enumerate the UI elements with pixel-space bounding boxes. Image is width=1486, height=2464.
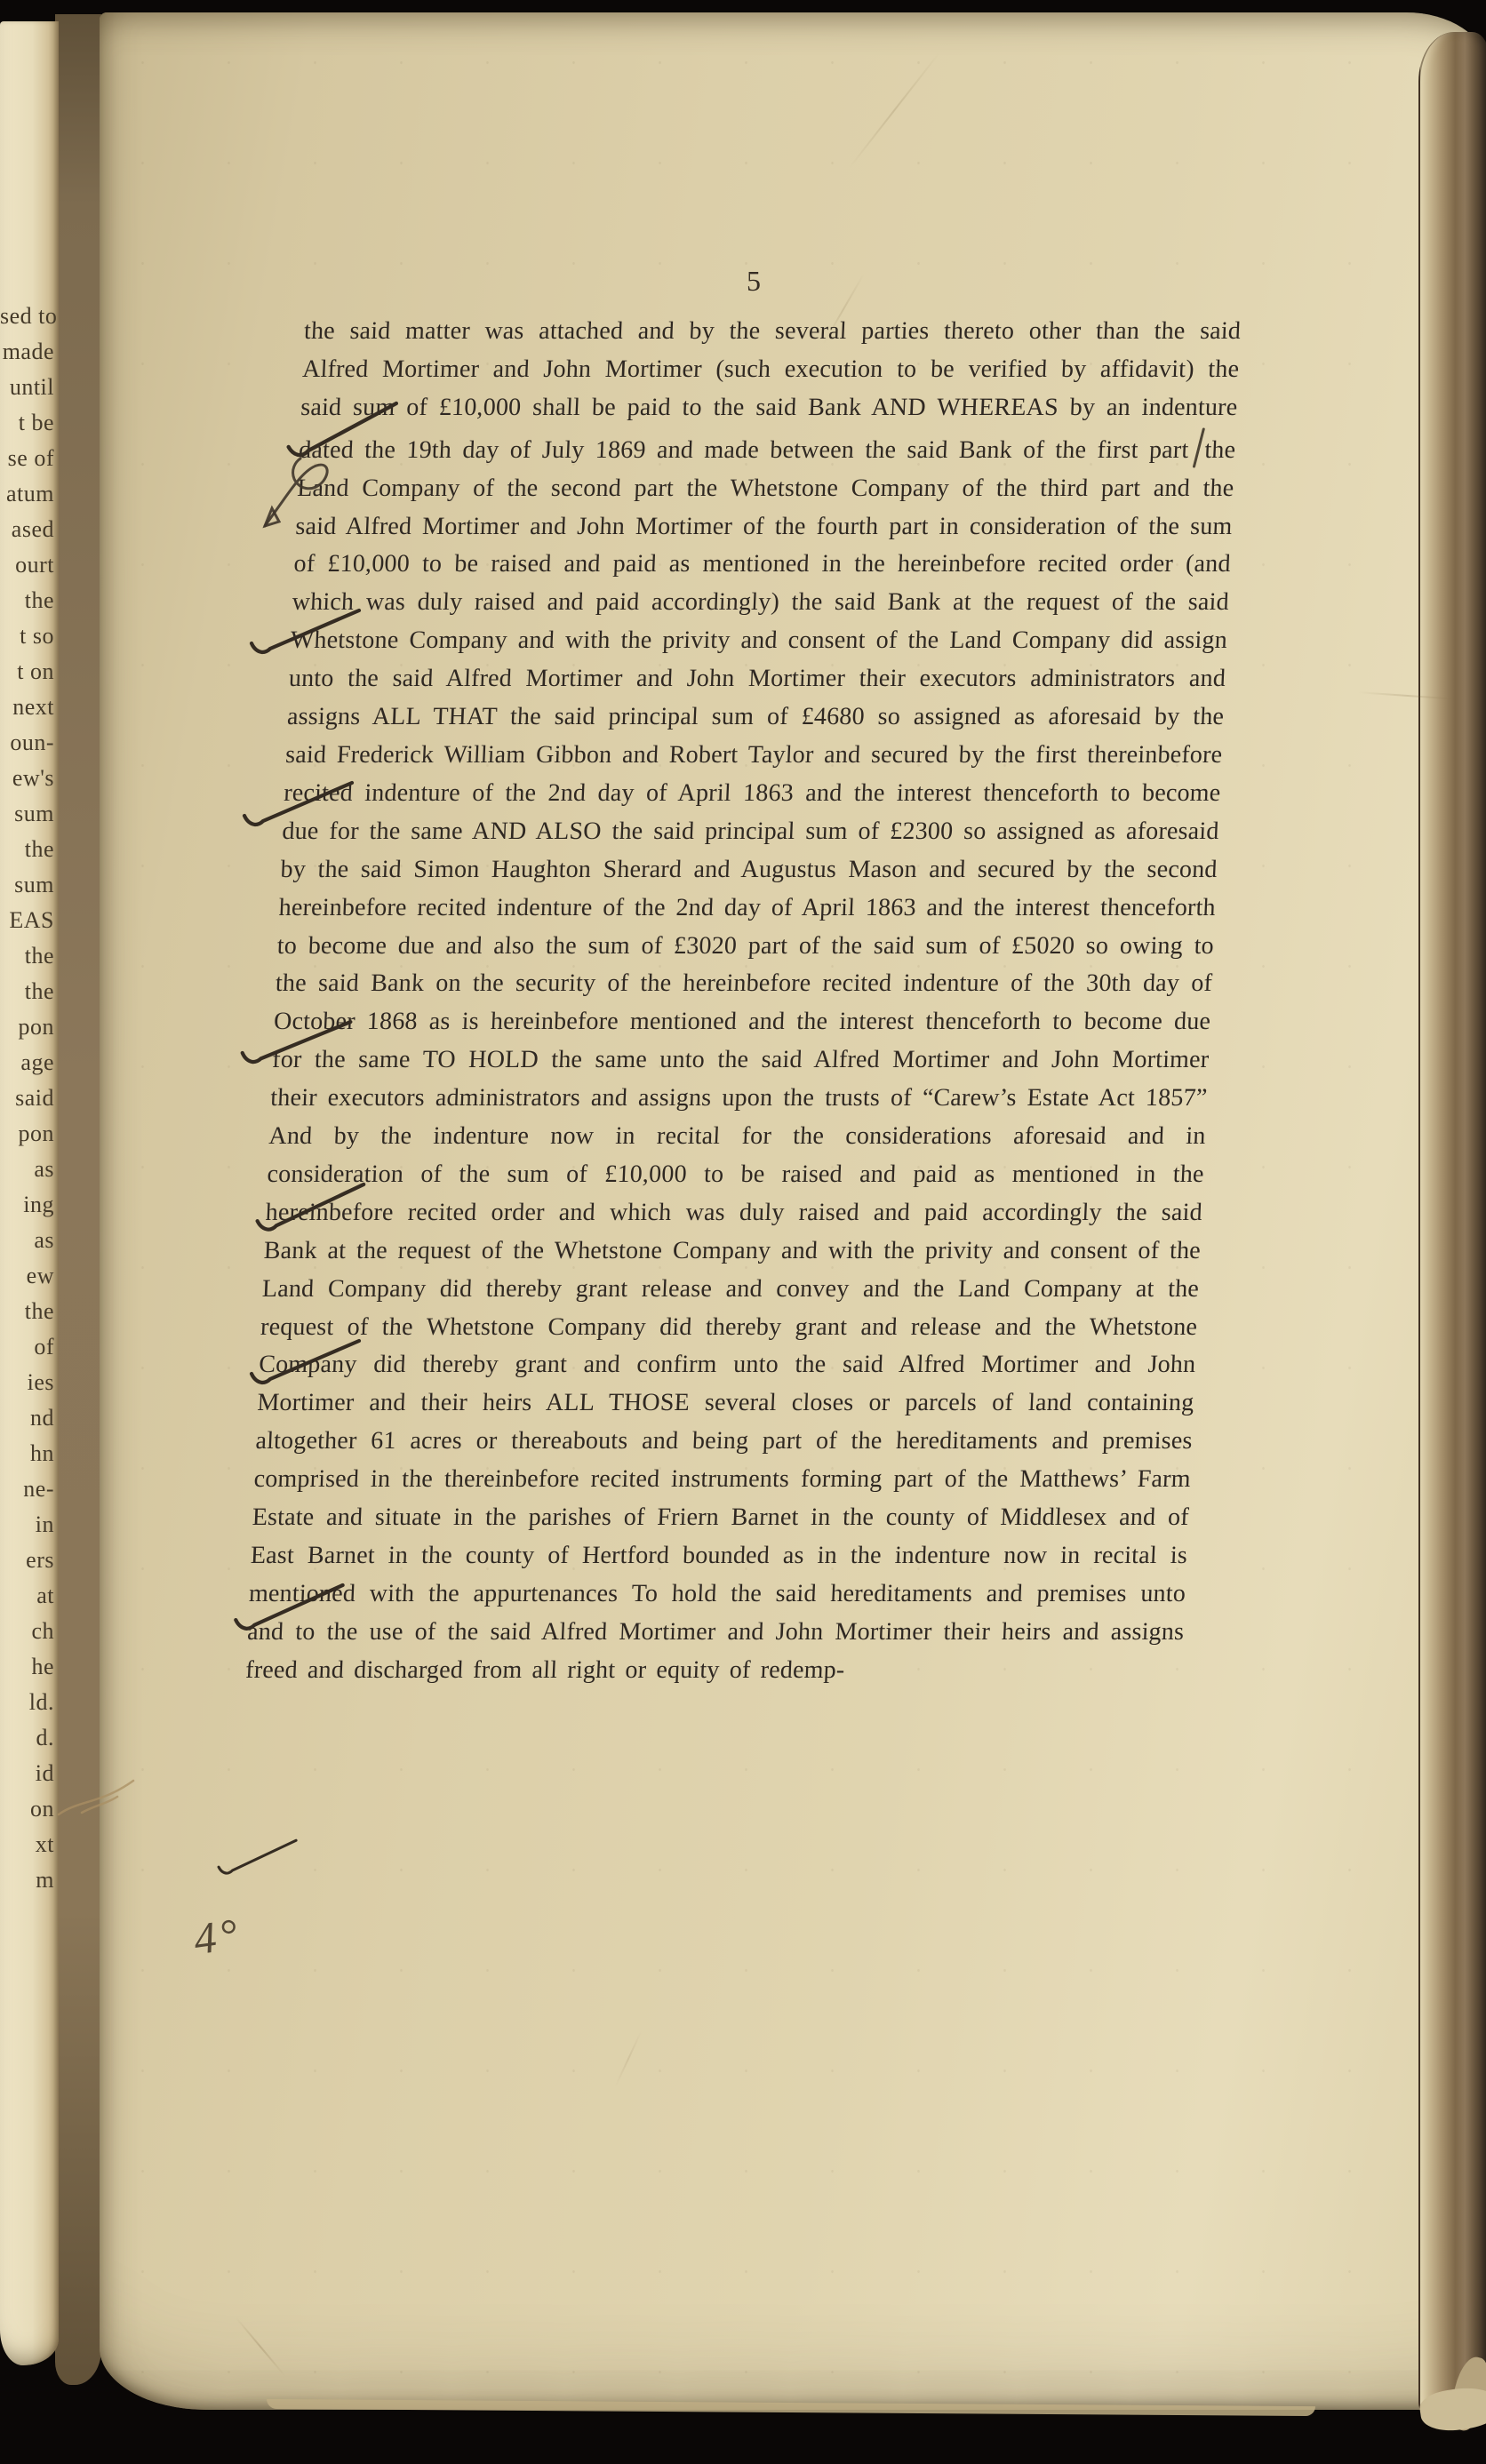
text-fragment: as	[34, 1227, 54, 1253]
text-fragment: nd	[30, 1405, 54, 1431]
text-fragment: ch	[31, 1618, 54, 1644]
checkmark-annotation-8	[214, 1834, 300, 1876]
text-fragment: ers	[26, 1547, 54, 1573]
checkmark-annotation-5	[252, 1176, 371, 1234]
previous-page-fragments	[0, 21, 59, 1898]
text-fragment: ew's	[12, 765, 54, 791]
text-fragment: oun-	[10, 730, 54, 755]
page-number: 5	[747, 265, 761, 297]
text-fragment: ourt	[15, 552, 54, 578]
book-gutter	[55, 14, 101, 2385]
text-fragment: pon	[18, 1120, 54, 1146]
text-fragment: EAS	[9, 907, 54, 933]
pencil-loop-scribble	[254, 451, 336, 533]
text-fragment: id	[35, 1760, 54, 1786]
text-fragment: xt	[35, 1831, 54, 1857]
previous-page-edge	[0, 21, 59, 2365]
checkmark-annotation-6	[247, 1333, 364, 1386]
text-fragment: ew	[26, 1263, 54, 1288]
text-fragment: se of	[7, 445, 54, 471]
body-text-part-1: the said matter was attached and by the several parties thereto other than the said Alfred Mortimer and John Mortimer (such execution to be verified by affidavit) the said sum of £10,000 shall be paid to the said Bank AND WHEREAS by an indenture dated the 19th day of July 1869 and made between the said Bank of the first part	[298, 317, 1242, 464]
text-fragment: ies	[27, 1369, 54, 1395]
text-fragment: ing	[23, 1192, 54, 1217]
page-edge-stack	[1418, 32, 1486, 2417]
text-fragment: the	[24, 587, 54, 613]
text-fragment: d.	[36, 1725, 54, 1750]
checkmark-annotation-1	[279, 395, 408, 460]
checkmark-annotation-3	[240, 775, 357, 828]
text-fragment: the	[24, 836, 54, 862]
text-fragment: age	[20, 1049, 54, 1075]
body-text	[244, 313, 1242, 1690]
handwritten-note: 4°	[190, 1908, 244, 1965]
text-fragment: said	[15, 1085, 54, 1111]
text-fragment: ld.	[28, 1689, 54, 1715]
text-fragment: t so	[20, 623, 54, 649]
text-fragment: in	[35, 1511, 54, 1537]
text-fragment: at	[36, 1583, 54, 1608]
text-fragment: t be	[18, 410, 54, 435]
text-fragment: as	[34, 1156, 54, 1182]
text-fragment: hn	[30, 1440, 54, 1466]
text-fragment: of	[34, 1334, 54, 1360]
text-fragment: ased	[11, 516, 54, 542]
text-fragment: atum	[6, 481, 54, 506]
text-fragment: made	[2, 339, 54, 364]
text-fragment: next	[12, 694, 54, 720]
text-fragment: he	[31, 1654, 54, 1679]
text-fragment: the	[24, 943, 54, 969]
text-fragment: m	[36, 1867, 54, 1893]
text-fragment: sed to	[0, 303, 58, 329]
checkmark-annotation-2	[247, 602, 364, 656]
text-fragment: pon	[18, 1014, 54, 1040]
body-text-part-2: the Land Company of the second part the Whetstone Company of the third part and the said Alfred Mortimer and John Mortimer of the fourth part in consideration of the sum of £10,000 to be raised and paid as mentioned in the hereinbefore recited order (and which was duly raised and paid accordingly) the said Bank at the request of the said Whetstone Company and with the privity and consent of the Land Company did assign unto the said Alfred Mortimer and John Mortimer their executors administrators and assigns ALL THAT the said principal sum of £4680 so assigned as aforesaid by the said Frederick William Gibbon and Robert Taylor and secured by the first thereinbefore recited indenture of the 2nd day of April 1863 and the interest thenceforth to become due for the same AND ALSO the said principal sum of £2300 so assigned as aforesaid by the said Simon Haughton Sherard and Augustus Mason and secured by the second hereinbefore recited indenture of the 2nd day of April 1863 and the interest thenceforth to become due and also the sum of £3020 part of the said sum of £5020 so owing to the said Bank on the security of the hereinbefore recited indenture of the 30th day of October 1868 as is hereinbefore mentioned and the interest thenceforth to become due for the same TO HOLD the same unto the said Alfred Mortimer and John Mortimer their executors administrators and assigns upon the trusts of “Carew’s Estate Act 1857” And by the indenture now in recital for the considerations aforesaid and in consideration of the sum of £10,000 to be raised and paid as mentioned in the hereinbefore recited order and which was duly raised and paid accordingly the said Bank at the request of the Whetstone Company and with the privity and consent of the Land Company did thereby grant release and convey and the Land Company at the request of the Whetstone Company did thereby grant and release and the Whetstone Company did thereby grant and confirm unto the said Alfred Mortimer and John Mortimer and their heirs ALL THOSE several closes or parcels of land containing altogether 61 acres or thereabouts and being part of the hereditaments and premises comprised in the thereinbefore recited instruments forming part of the Matthews’ Farm Estate and situate in the parishes of Friern Barnet in the county of Middlesex and of East Barnet in the county of Hertford bounded as in the indenture now in recital is mentioned with the appurtenances To hold the said hereditaments and premises unto and to the use of the said Alfred Mortimer and John Mortimer their heirs and assigns freed and discharged from all right or equity of redemp-	[244, 435, 1236, 1684]
text-fragment: t on	[17, 658, 54, 684]
text-fragment: the	[24, 1298, 54, 1324]
text-fragment: sum	[14, 801, 54, 826]
text-fragment: ne-	[23, 1476, 54, 1502]
text-fragment: the	[24, 978, 54, 1004]
text-fragment: on	[30, 1796, 54, 1822]
text-fragment: sum	[14, 872, 54, 897]
faint-scribble	[55, 1774, 137, 1825]
text-fragment: until	[9, 374, 54, 400]
checkmark-annotation-7	[230, 1577, 348, 1632]
checkmark-annotation-4	[237, 1012, 356, 1067]
